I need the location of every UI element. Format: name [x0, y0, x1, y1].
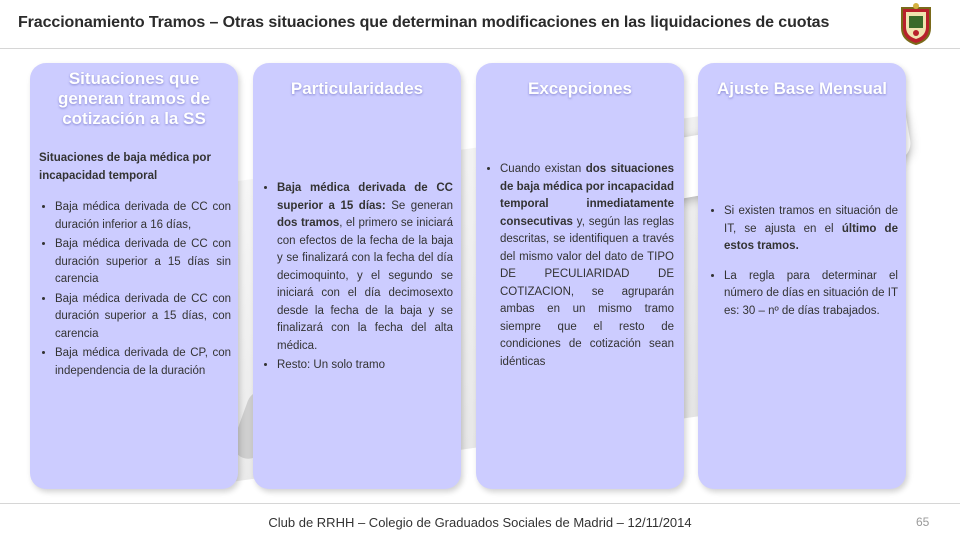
item-bold-text: dos situaciones de baja médica por incapacidad temporal inmediatamente consecutivas [500, 163, 674, 228]
slide-footer: Club de RRHH – Colegio de Graduados Sociales de Madrid – 12/11/2014 [268, 515, 692, 530]
item-bold-text: dos tramos [277, 217, 340, 229]
card-title: Excepciones [528, 79, 632, 98]
card-title: Particularidades [290, 79, 424, 98]
list-item [500, 161, 674, 371]
bullet-list [261, 180, 453, 375]
item-bold-text: Baja médica derivada de CC superior a 15 días: [277, 182, 453, 212]
page-number: 65 [916, 515, 930, 529]
slide-header [0, 0, 960, 49]
list-item [277, 180, 453, 355]
list-item: • La regla para determinar el número de días en situación de IT es: 30 – nº de días trabajados. [724, 268, 898, 321]
item-text: Cuando existan [500, 163, 586, 175]
slide-title: Fraccionamiento Tramos – Otras situaciones que determinan modificaciones en las liquidaciones de cuotas [18, 14, 830, 31]
card-situaciones [30, 63, 238, 489]
bullet-list [708, 203, 898, 320]
item-text: y, según las reglas descritas, se identifiquen a través del mismo valor del dato de TIPO DE PECULIARIDAD DE COTIZACION, se agruparán ambas en un mismo tramo siempre que el resto de condiciones de cotización sean idénticas [500, 215, 674, 368]
item-bold-text: último de estos tramos. [724, 222, 898, 252]
list-item: • Baja médica derivada de CC con duración superior a 15 días sin carencia [55, 236, 231, 289]
footer-divider [0, 503, 960, 504]
list-item: • Resto: Un solo tramo [277, 357, 453, 375]
item-text: Si existen tramos en situación de IT, se ajusta en el [724, 205, 898, 235]
card-ajuste-base [698, 63, 906, 489]
college-crest-icon [896, 2, 936, 46]
card-title: Situaciones que generan tramos de cotización a la SS [57, 69, 211, 128]
list-item: • Baja médica derivada de CC con duración inferior a 16 días, [55, 199, 231, 234]
bullet-list [39, 199, 231, 380]
list-item [724, 203, 898, 256]
card-body [39, 150, 231, 382]
bullet-list [484, 161, 674, 371]
item-text: , el primero se iniciará con efectos de la fecha de la baja y se finalizará con la fecha del día decimoquinto, y el segundo se iniciará con el día decimosexto desde la fecha de la baja y se finalizará con la fecha del alta médica. [277, 217, 453, 352]
card-title: Ajuste Base Mensual [716, 79, 888, 98]
card-body [484, 161, 674, 373]
item-text: Se generan [385, 199, 453, 212]
list-item: • Baja médica derivada de CC con duración superior a 15 días, con carencia [55, 291, 231, 344]
card-body [261, 180, 453, 377]
card-body [708, 203, 898, 322]
card-particularidades [253, 63, 461, 489]
card-excepciones [476, 63, 684, 489]
list-item: • Baja médica derivada de CP, con independencia de la duración [55, 345, 231, 380]
card-intro: Situaciones de baja médica por incapacidad temporal [39, 152, 211, 182]
